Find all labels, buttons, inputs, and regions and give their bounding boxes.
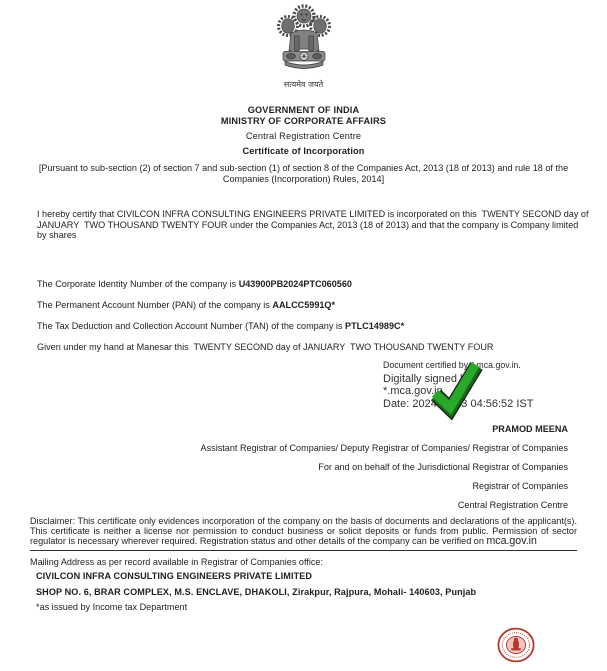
mailing-company-name: CIVILCON INFRA CONSULTING ENGINEERS PRIVATE LIMITED [36,571,313,581]
mca-red-seal-icon [497,627,535,665]
header-government [0,105,607,126]
pan-footnote: *as issued by Income tax Department [36,602,188,612]
cin-line [37,279,589,289]
cin-label: The Corporate Identity Number of the company is [37,279,239,289]
tan-line [37,321,589,331]
digitally-signed-line: Digitally signed by [383,373,472,385]
central-registration-centre-line: Central Registration Centre [245,131,362,141]
mailing-address-line: SHOP NO. 6, BRAR COMPLEX, M.S. ENCLAVE, DHAKOLI, Zirakpur, Rajpura, Mohali- 140603, Punjab [36,587,477,597]
government-of-india-line: GOVERNMENT OF INDIA [247,105,360,115]
mailing-address-heading: Mailing Address as per record available in Registrar of Companies office: [30,557,323,567]
green-checkmark-icon [428,359,485,426]
pan-value: AALCC5991Q* [272,300,336,310]
pan-line [37,300,589,310]
document-certified-line: Document certified by *.mca.gov.in. [383,360,521,370]
signatory-on-behalf: For and on behalf of the Jurisdictional Registrar of Companies [318,462,568,472]
disclaimer [30,516,577,551]
signatory-centre: Central Registration Centre [457,500,568,510]
disclaimer-text: Disclaimer: This certificate only evidences incorporation of the company on the basis of documents and declarations of the applicant(s). This certificate is neither a license nor permission to conduct business or solicit deposits or funds from public. Permission of sector regulator is necessary wherever required. Registration status and other details of the company can be verified on [30,516,577,547]
tan-value: PTLC14989C* [345,321,405,331]
emblem-motto: सत्यमेव जयते [283,80,324,89]
signatory-designation: Assistant Registrar of Companies/ Deputy Registrar of Companies/ Registrar of Companies [200,443,568,453]
cin-value: U43900PB2024PTC060560 [238,279,352,289]
certificate-title: Certificate of Incorporation [242,146,365,156]
pan-label: The Permanent Account Number (PAN) of the company is [37,300,273,310]
signer-domain-line: *.mca.gov.in [383,385,443,398]
certify-paragraph: I hereby certify that CIVILCON INFRA CONSULTING ENGINEERS PRIVATE LIMITED is incorporated on this TWENTY SECOND day of JANUARY TWO THOUSAND TWENTY FOUR under the Companies Act, 2013 (18 of 2013) and that the company is Company limited by shares [37,209,592,241]
signatory-registrar: Registrar of Companies [472,481,568,491]
india-national-emblem-icon [272,2,336,78]
mca-website-text: mca.gov.in [486,535,537,548]
pursuant-clause: [Pursuant to sub-section (2) of section 7 and sub-section (1) of section 8 of the Companies Act, 2013 (18 of 2013) and rule 18 of the Companies (Incorporation) Rules, 2014] [38,163,569,184]
signatory-name: PRAMOD MEENA [492,424,568,434]
ministry-line: MINISTRY OF CORPORATE AFFAIRS [220,115,387,126]
national-emblem [0,2,607,90]
signatory-block [148,424,568,519]
given-under-hand-line: Given under my hand at Manesar this TWENTY SECOND day of JANUARY TWO THOUSAND TWENTY FOUR [37,342,494,352]
signature-date-line: Date: 2024.01.23 04:56:52 IST [383,397,534,410]
tan-label: The Tax Deduction and Collection Account Number (TAN) of the company is [37,321,345,331]
